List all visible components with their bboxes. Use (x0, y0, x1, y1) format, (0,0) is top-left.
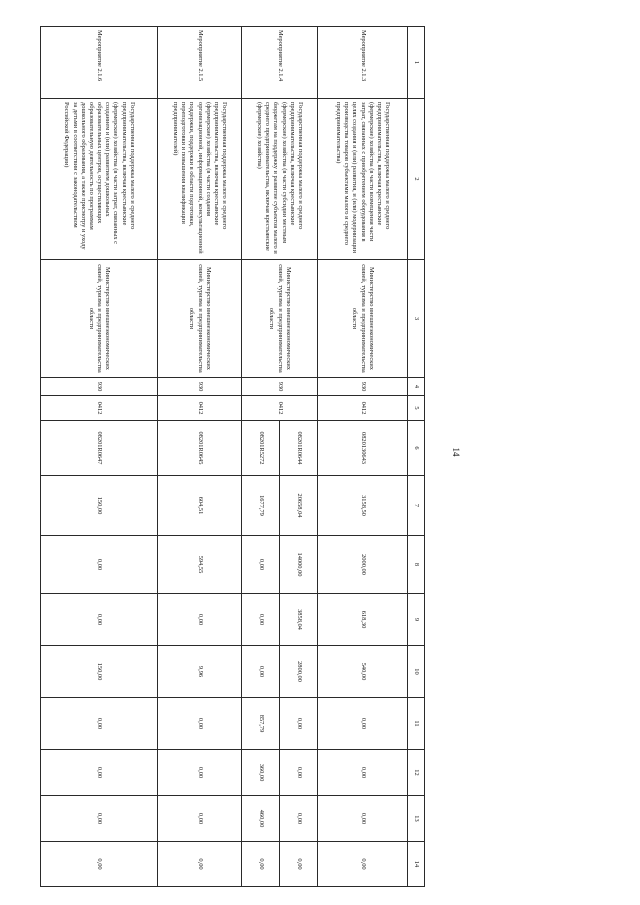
column-header: 13 (408, 796, 425, 842)
column-header: 3 (408, 260, 425, 378)
column-header: 14 (408, 842, 425, 887)
value-cell: 0,00 (242, 646, 280, 698)
table-row (318, 27, 408, 887)
ministry-cell: Министерство внешнеэкономических связей, туризма и предпринимательства области (41, 260, 158, 378)
value-cell: 0,00 (41, 536, 158, 594)
value-cell: 0,00 (158, 842, 242, 887)
value-cell: 9,96 (158, 646, 242, 698)
column-header: 12 (408, 750, 425, 796)
value-cell: 0,00 (280, 842, 318, 887)
grbs-cell: 930 (41, 378, 158, 396)
csr-cell: 0820130643 (318, 421, 408, 476)
value-cell: 0,00 (41, 594, 158, 646)
value-cell: 0,00 (280, 698, 318, 750)
value-cell: 2000,00 (318, 536, 408, 594)
grbs-cell: 930 (242, 378, 318, 396)
measure-description: Государственная поддержка малого и среднего предпринимательства, включая крестьянские (фермерские) хозяйства (в части создания организационной, информационной, консультационной поддержки, поддержки в области подготовки, переподготовки и повышения квалификации предпринимателей) (158, 99, 242, 260)
value-cell: 0,00 (158, 698, 242, 750)
ministry-cell: Министерство внешнеэкономических связей, туризма и предпринимательства области (242, 260, 318, 378)
value-cell: 0,00 (242, 594, 280, 646)
csr-cell: 08201R0644 (280, 421, 318, 476)
table-row (158, 27, 242, 887)
value-cell: 14000,00 (280, 536, 318, 594)
measure-name: Мероприятие 2.1.3 (318, 27, 408, 99)
value-cell: 3158,50 (318, 476, 408, 536)
rzpr-cell: 0412 (242, 396, 318, 421)
value-cell: 0,00 (41, 796, 158, 842)
value-cell: 0,00 (318, 698, 408, 750)
measure-description: Государственная поддержка малого и среднего предпринимательства, включая крестьянские (фермерские) хозяйства (в части субсидии местным бюджетам на поддержку и развитие субъектов малого и среднего предпринимательства, включая крестьянские (фермерские) хозяйства) (242, 99, 318, 260)
value-cell: 1677,79 (242, 476, 280, 536)
value-cell: 0,00 (318, 750, 408, 796)
value-cell: 0,00 (41, 698, 158, 750)
rzpr-cell: 0412 (158, 396, 242, 421)
value-cell: 594,55 (158, 536, 242, 594)
value-cell: 0,00 (158, 594, 242, 646)
table-row (280, 27, 318, 887)
rzpr-cell: 0412 (318, 396, 408, 421)
column-header: 8 (408, 536, 425, 594)
value-cell: 460,00 (242, 796, 280, 842)
value-cell: 0,00 (242, 842, 280, 887)
column-header: 6 (408, 421, 425, 476)
value-cell: 150,00 (41, 476, 158, 536)
value-cell: 0,00 (41, 750, 158, 796)
header-row (408, 27, 425, 887)
ministry-cell: Министерство внешнеэкономических связей, туризма и предпринимательства области (158, 260, 242, 378)
value-cell: 540,00 (318, 646, 408, 698)
csr-cell: 08201R0647 (41, 421, 158, 476)
measure-description: Государственная поддержка малого и среднего предпринимательства, включая крестьянские (фермерские) хозяйства (в части возмещения части затрат, связанных с приобретением оборудования в целях создания и (или) развития, и (или) модернизации производства товаров субъектами малого и среднего предпринимательства) (318, 99, 408, 260)
budget-table-container (46, 26, 425, 886)
value-cell: 0,00 (280, 796, 318, 842)
value-cell: 0,00 (318, 796, 408, 842)
budget-table (40, 26, 425, 887)
ministry-cell: Министерство внешнеэкономических связей, туризма и предпринимательства области (318, 260, 408, 378)
column-header: 10 (408, 646, 425, 698)
value-cell: 0,00 (242, 536, 280, 594)
column-header: 5 (408, 396, 425, 421)
value-cell: 150,00 (41, 646, 158, 698)
column-header: 9 (408, 594, 425, 646)
measure-name: Мероприятие 2.1.5 (158, 27, 242, 99)
measure-name: Мероприятие 2.1.4 (242, 27, 318, 99)
measure-description: Государственная поддержка малого и среднего предпринимательства, включая крестьянские (фермерские) хозяйства (в части затрат, связанных с созданием и (или) развитием дошкольных образовательных центров, осуществляющих образовательную деятельность по программам дошкольного образования, а также присмотру и уходу за детьми в соответствии с законодательством Российской Федерации) (41, 99, 158, 260)
column-header: 4 (408, 378, 425, 396)
value-cell: 360,00 (242, 750, 280, 796)
value-cell: 618,30 (318, 594, 408, 646)
value-cell: 0,00 (158, 750, 242, 796)
value-cell: 20658,04 (280, 476, 318, 536)
csr-cell: 08201R0645 (158, 421, 242, 476)
measure-name: Мероприятие 2.1.6 (41, 27, 158, 99)
value-cell: 0,00 (280, 750, 318, 796)
column-header: 7 (408, 476, 425, 536)
value-cell: 2800,00 (280, 646, 318, 698)
column-header: 11 (408, 698, 425, 750)
csr-cell: 08201R5272 (242, 421, 280, 476)
value-cell: 0,00 (158, 796, 242, 842)
column-header: 2 (408, 99, 425, 260)
value-cell: 604,51 (158, 476, 242, 536)
table-row (41, 27, 158, 887)
value-cell: 857,79 (242, 698, 280, 750)
value-cell: 0,00 (41, 842, 158, 887)
rzpr-cell: 0412 (41, 396, 158, 421)
column-header: 1 (408, 27, 425, 99)
grbs-cell: 930 (158, 378, 242, 396)
grbs-cell: 930 (318, 378, 408, 396)
page-number: 14 (451, 447, 461, 457)
value-cell: 3858,04 (280, 594, 318, 646)
value-cell: 0,00 (318, 842, 408, 887)
